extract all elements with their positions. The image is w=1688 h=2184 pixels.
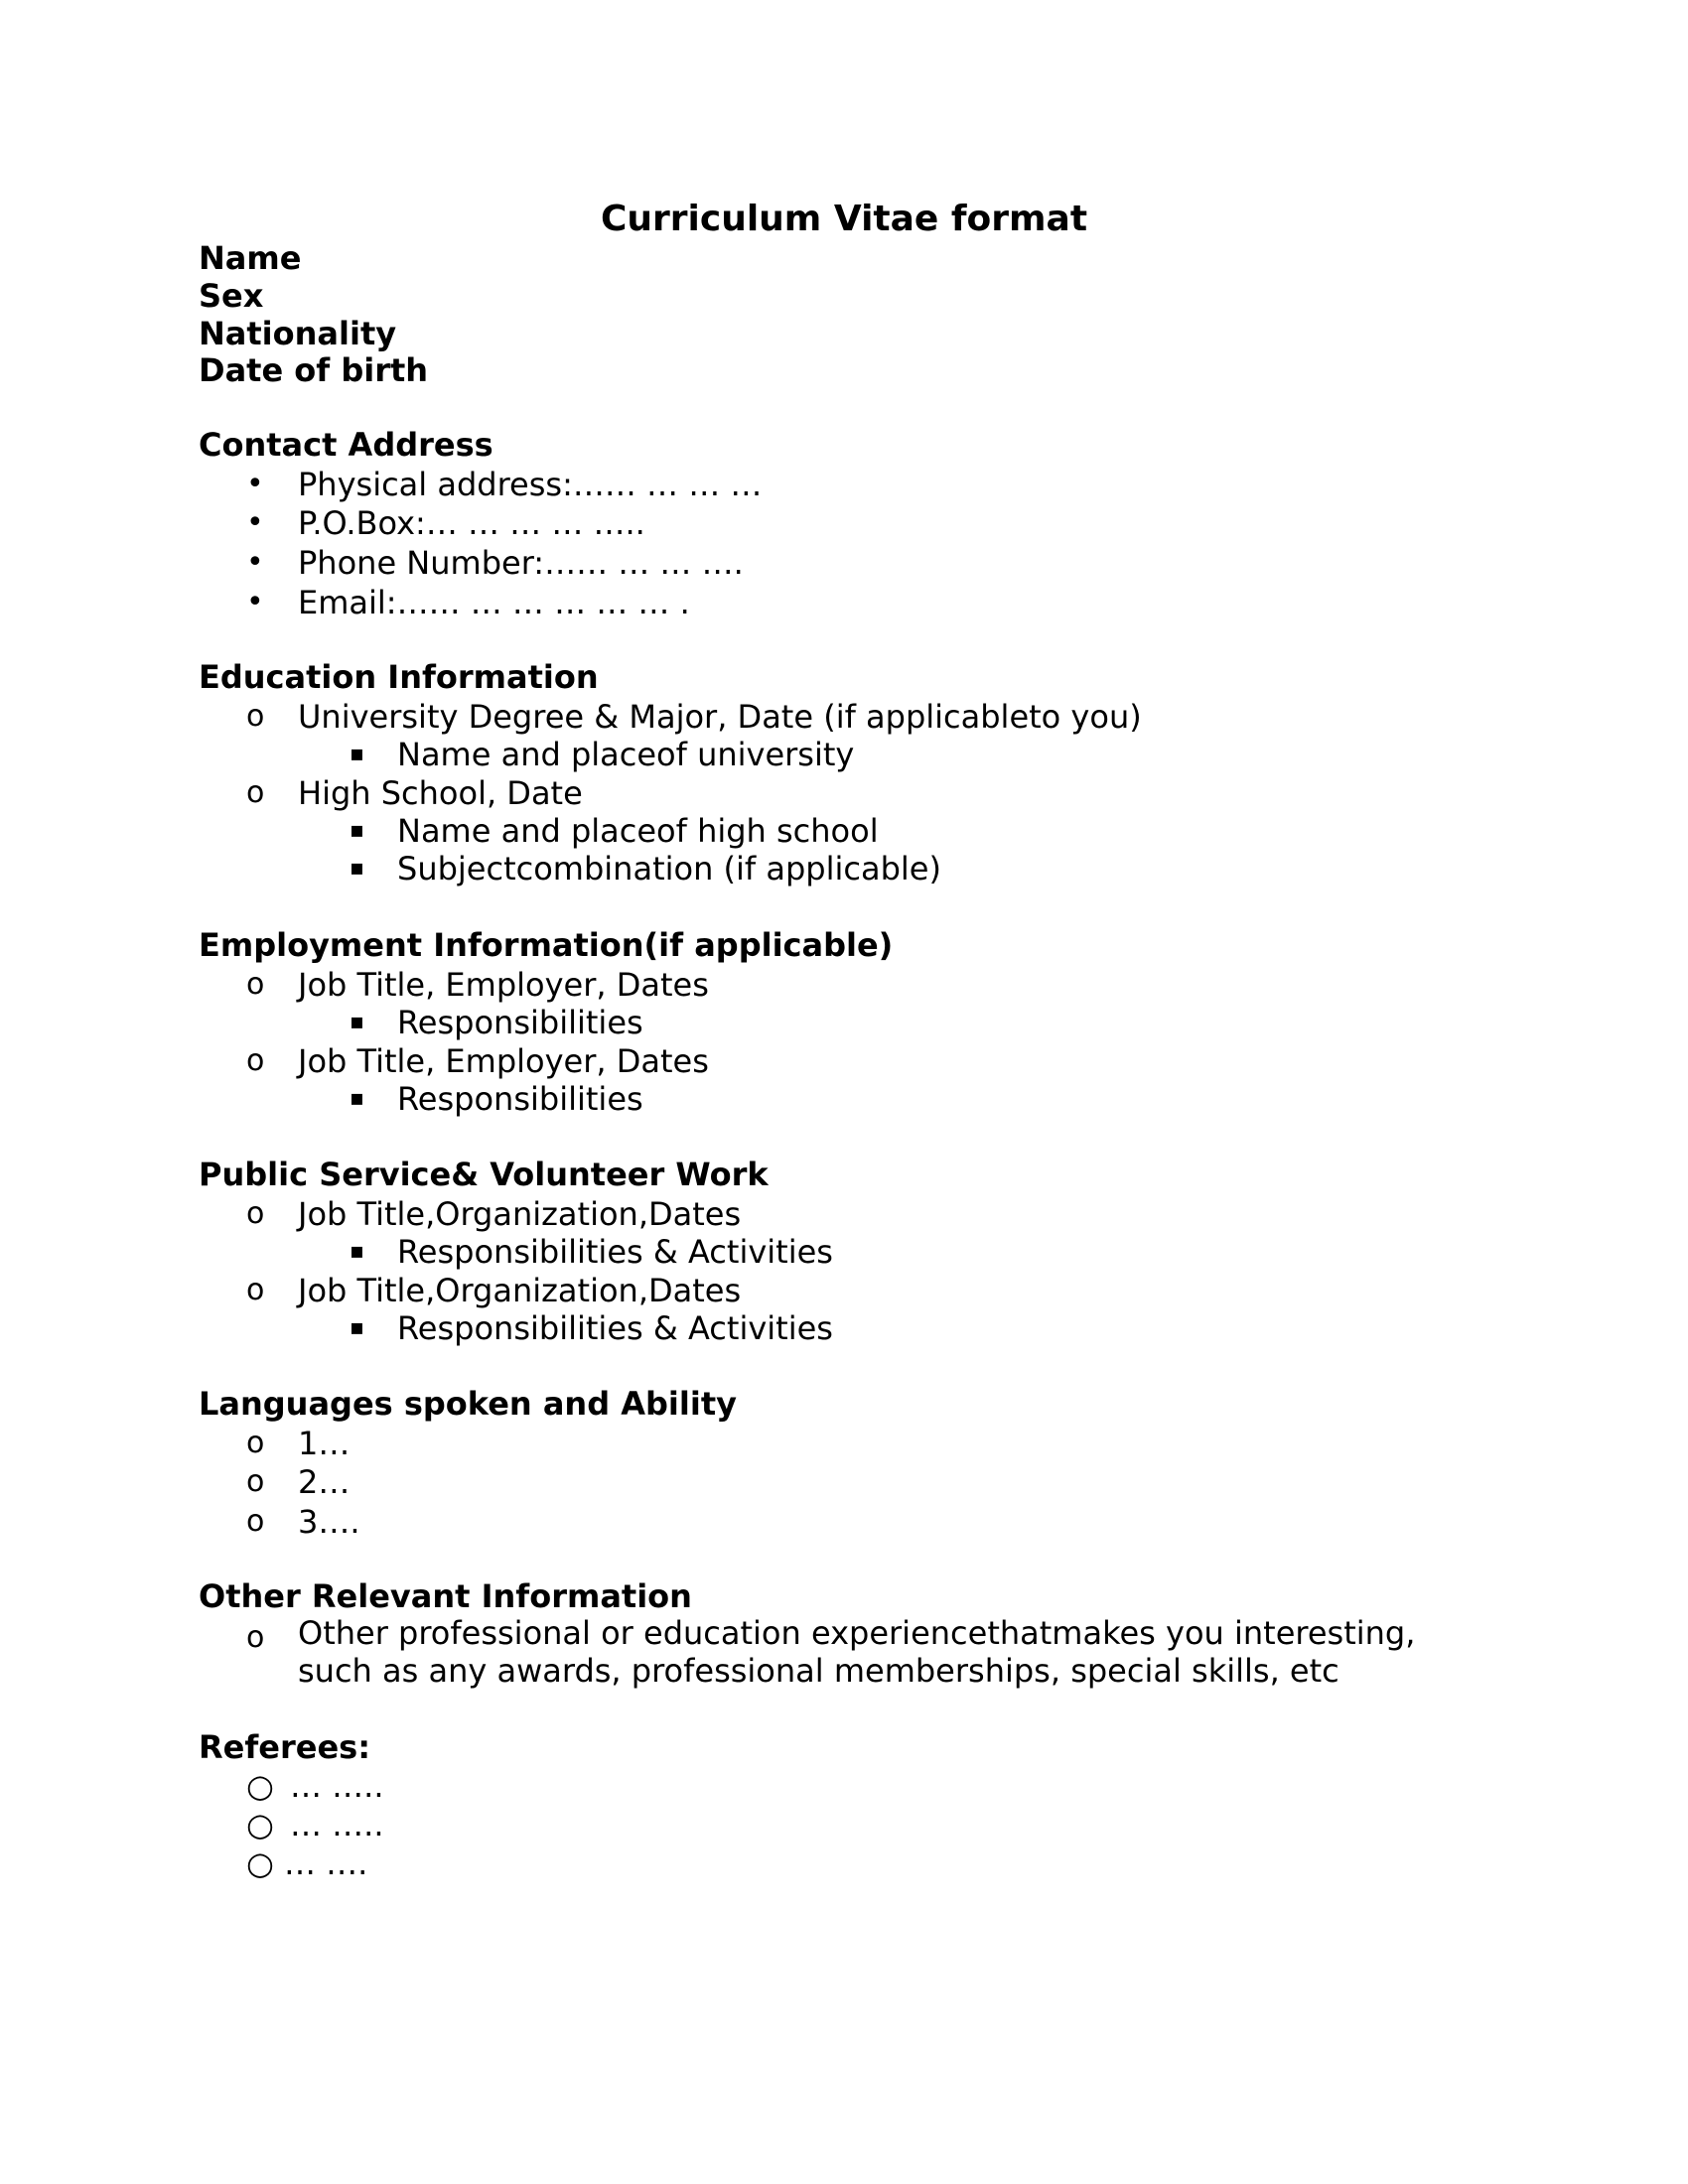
circle-bullet-icon: o (246, 1196, 265, 1231)
referees-heading: Referees: (199, 1728, 370, 1766)
bullet-icon: • (246, 467, 264, 501)
employment-item: Job Title, Employer, Dates (298, 1042, 709, 1080)
other-info-item: Other professional or education experiencethatmakes you interesting, such as any awards, professional memberships, special skills, etc (298, 1614, 1416, 1690)
open-circle-bullet-icon: ○ (246, 1844, 274, 1882)
language-item: 3…. (298, 1503, 360, 1541)
education-item: University Degree & Major, Date (if applicableto you) (298, 698, 1142, 736)
education-subitem: Name and placeof university (397, 736, 855, 773)
education-subitem: Name and placeof high school (397, 812, 879, 850)
bullet-icon: • (246, 545, 264, 580)
contact-physical-address: Physical address:…… … … … (298, 466, 763, 503)
employment-subitem: Responsibilities (397, 1080, 643, 1118)
square-bullet-icon: ▪ (350, 818, 364, 843)
square-bullet-icon: ▪ (350, 742, 364, 766)
referee-item: … ….. (290, 1806, 384, 1843)
education-heading: Education Information (199, 658, 599, 696)
square-bullet-icon: ▪ (350, 1239, 364, 1264)
circle-bullet-icon: o (246, 1273, 265, 1307)
education-subitem: Subjectcombination (if applicable) (397, 850, 941, 887)
circle-bullet-icon: o (246, 1043, 265, 1078)
nationality-label: Nationality (199, 315, 397, 352)
employment-heading: Employment Information(if applicable) (199, 926, 894, 964)
referee-item: … ….. (290, 1767, 384, 1805)
contact-po-box: P.O.Box:… … … … ….. (298, 504, 645, 542)
square-bullet-icon: ▪ (350, 1086, 364, 1111)
public-service-subitem: Responsibilities & Activities (397, 1233, 833, 1271)
bullet-icon: • (246, 585, 264, 619)
name-label: Name (199, 239, 302, 277)
language-item: 2… (298, 1463, 351, 1501)
circle-bullet-icon: o (246, 775, 265, 810)
public-service-item: Job Title,Organization,Dates (298, 1272, 742, 1309)
referee-item: … …. (284, 1844, 368, 1882)
bullet-icon: • (246, 505, 264, 540)
employment-subitem: Responsibilities (397, 1004, 643, 1041)
public-service-item: Job Title,Organization,Dates (298, 1195, 742, 1233)
circle-bullet-icon: o (246, 967, 265, 1002)
open-circle-bullet-icon: ○ (246, 1767, 274, 1805)
square-bullet-icon: ▪ (350, 1315, 364, 1340)
contact-phone-number: Phone Number:…… … … …. (298, 544, 744, 582)
circle-bullet-icon: o (246, 699, 265, 734)
document-title: Curriculum Vitae format (600, 199, 1088, 239)
circle-bullet-icon: o (246, 1426, 265, 1460)
language-item: 1… (298, 1425, 351, 1462)
open-circle-bullet-icon: ○ (246, 1806, 274, 1843)
circle-bullet-icon: o (246, 1504, 265, 1539)
square-bullet-icon: ▪ (350, 1010, 364, 1034)
employment-item: Job Title, Employer, Dates (298, 966, 709, 1004)
other-info-heading: Other Relevant Information (199, 1577, 692, 1615)
education-item: High School, Date (298, 774, 583, 812)
date-of-birth-label: Date of birth (199, 351, 429, 389)
square-bullet-icon: ▪ (350, 856, 364, 881)
public-service-subitem: Responsibilities & Activities (397, 1309, 833, 1347)
languages-heading: Languages spoken and Ability (199, 1385, 737, 1423)
contact-address-heading: Contact Address (199, 426, 493, 464)
contact-email: Email:…… … … … … … . (298, 584, 690, 621)
circle-bullet-icon: o (246, 1464, 265, 1499)
public-service-heading: Public Service& Volunteer Work (199, 1156, 769, 1193)
sex-label: Sex (199, 277, 264, 315)
circle-bullet-icon: o (246, 1620, 265, 1655)
